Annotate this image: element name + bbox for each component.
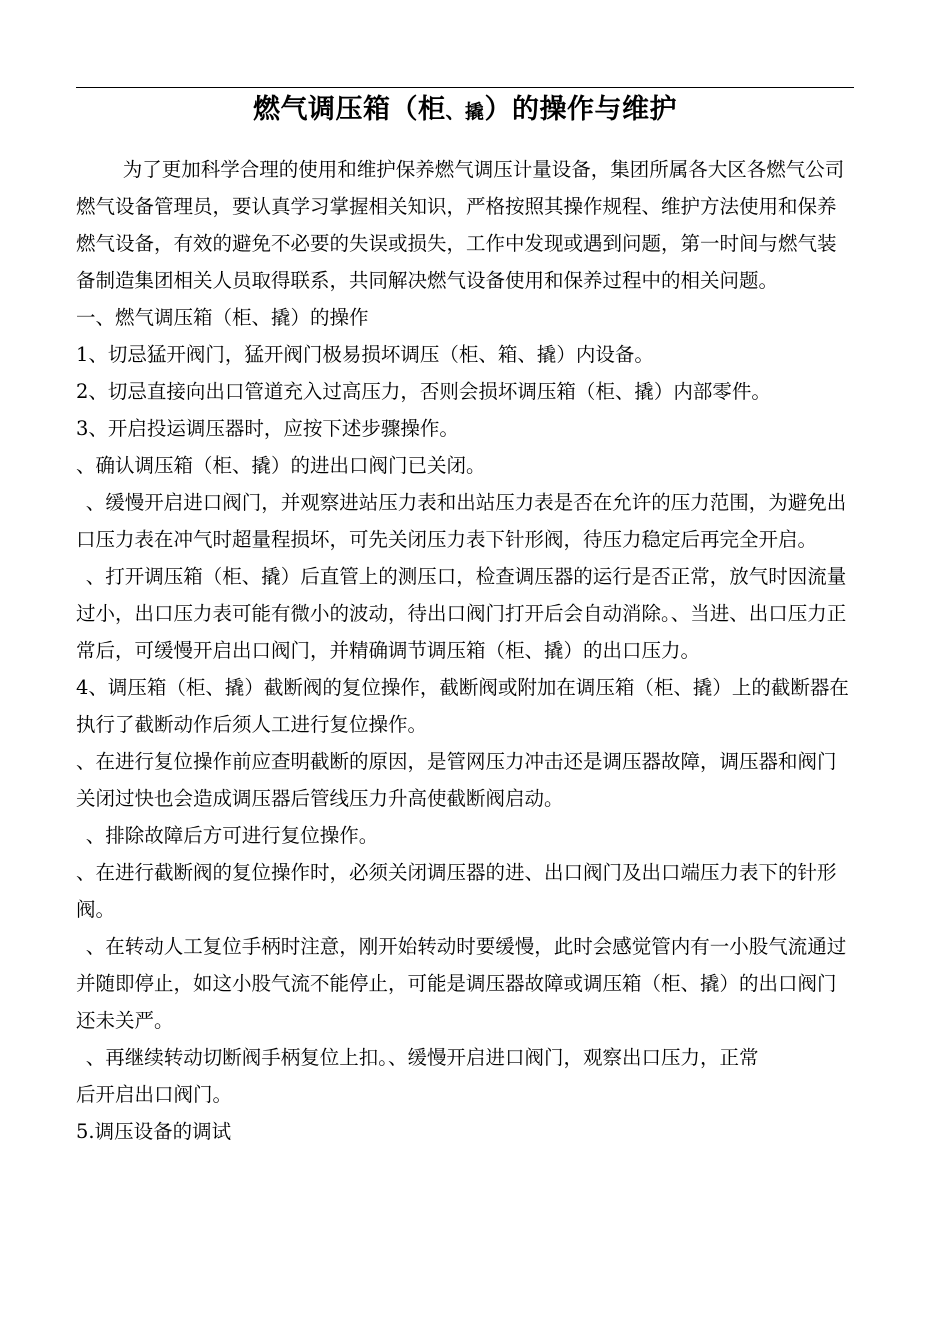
item-3: 3、开启投运调压器时，应按下述步骤操作。 (76, 417, 459, 440)
section-heading-operation: 一、燃气调压箱（柜、撬）的操作 (76, 306, 369, 329)
document-title (76, 88, 854, 134)
item-4: 4、调压箱（柜、撬）截断阀的复位操作，截断阀或附加在调压箱（柜、撬）上的截断器在执行了截断动作后须人工进行复位操作。 (76, 676, 849, 736)
step-open-outlet: 后开启出口阀门。 (76, 1083, 233, 1106)
item-5: 5.调压设备的调试 (76, 1120, 232, 1143)
step-reset-handle: 、再继续转动切断阀手柄复位上扣。、缓慢开启进口阀门，观察出口压力，正常 (85, 1046, 759, 1069)
title-part-2: 、撬 (445, 101, 485, 123)
intro-paragraph: 为了更加科学合理的使用和维护保养燃气调压计量设备，集团所属各大区各燃气公司燃气设备管理员，要认真学习掌握相关知识，严格按照其操作规程、维护方法使用和保养燃气设备，有效的避免不必要的失误或损失，工作中发现或遇到问题，第一时间与燃气装备制造集团相关人员取得联系，共同解决燃气设备使用和保养过程中的相关问题。 (76, 158, 845, 292)
title-part-3: ）的操作与维护 (484, 94, 677, 125)
step-clear-fault: 、排除故障后方可进行复位操作。 (85, 824, 379, 847)
item-1: 1、切忌猛开阀门，猛开阀门极易损坏调压（柜、箱、撬）内设备。 (76, 343, 654, 366)
step-check-regulator: 、打开调压箱（柜、撬）后直管上的测压口，检查调压器的运行是否正常，放气时因流量过小，出口压力表可能有微小的波动，待出口阀门打开后会自动消除。、当进、出口压力正常后，可缓慢开启出口阀门，并精确调节调压箱（柜、撬）的出口压力。 (76, 565, 847, 662)
step-find-cause: 、在进行复位操作前应查明截断的原因，是管网压力冲击还是调压器故障，调压器和阀门关闭过快也会造成调压器后管线压力升高使截断阀启动。 (76, 750, 837, 810)
document-body (76, 151, 852, 1150)
step-confirm-valves: 、确认调压箱（柜、撬）的进出口阀门已关闭。 (76, 454, 486, 477)
step-turn-handle: 、在转动人工复位手柄时注意，刚开始转动时要缓慢，此时会感觉管内有一小股气流通过并随即停止，如这小股气流不能停止，可能是调压器故障或调压箱（柜、撬）的出口阀门还未关严。 (76, 935, 847, 1032)
item-2: 2、切忌直接向出口管道充入过高压力，否则会损坏调压箱（柜、撬）内部零件。 (76, 380, 771, 403)
step-open-inlet: 、缓慢开启进口阀门，并观察进站压力表和出站压力表是否在允许的压力范围，为避免出口压力表在冲气时超量程损坏，可先关闭压力表下针形阀，待压力稳定后再完全开启。 (76, 491, 847, 551)
step-close-valves: 、在进行截断阀的复位操作时，必须关闭调压器的进、出口阀门及出口端压力表下的针形阀。 (76, 861, 837, 921)
title-part-1: 燃气调压箱（柜 (252, 94, 446, 125)
